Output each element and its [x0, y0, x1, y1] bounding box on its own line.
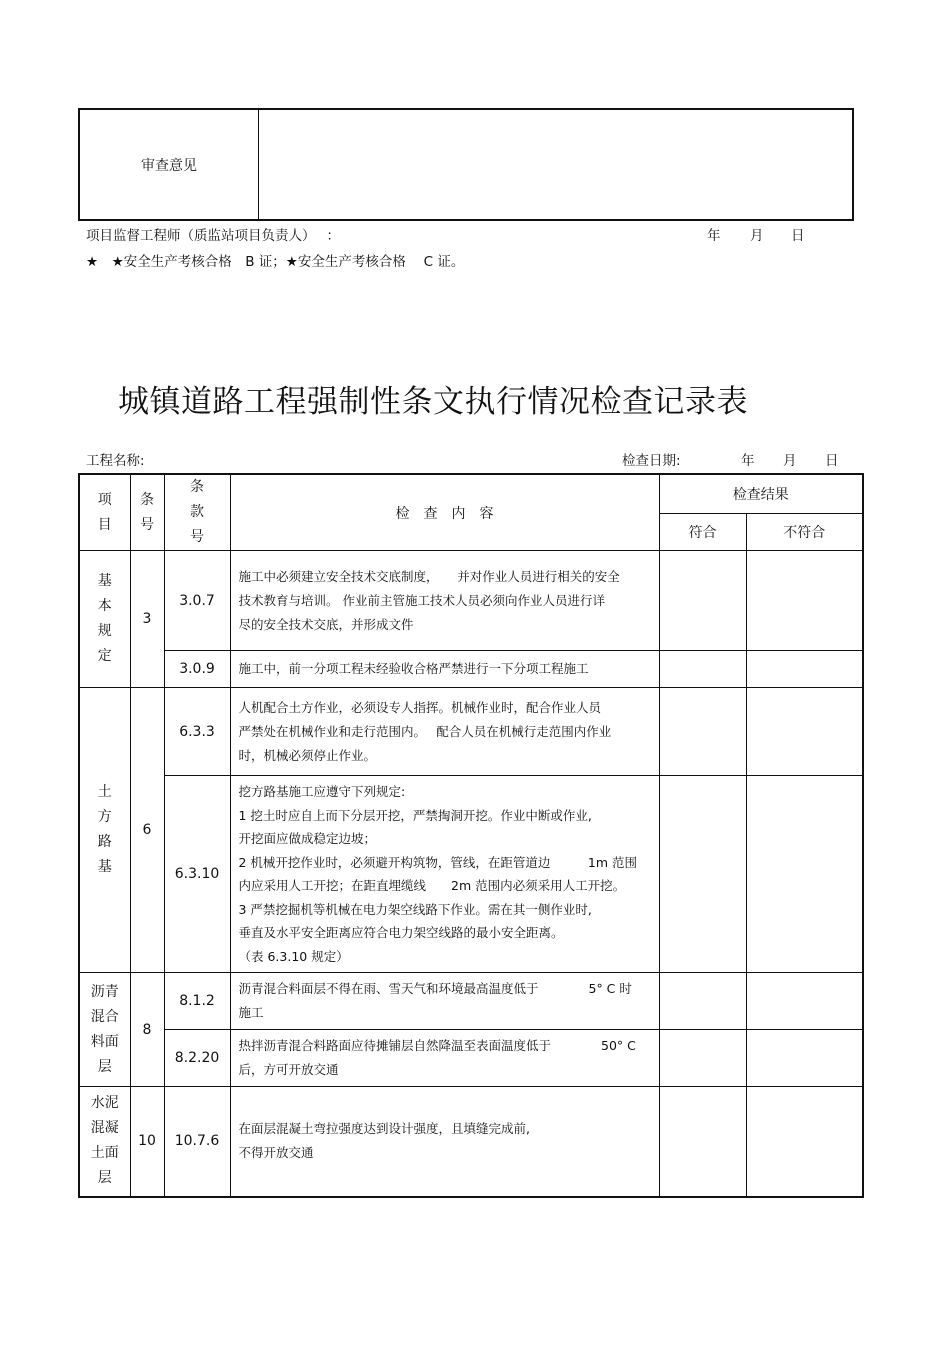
review-year-label: 年 [707, 228, 721, 244]
clause-content [230, 651, 659, 688]
clause-content [230, 973, 659, 1030]
content-line: 后，方可开放交通 [238, 1062, 339, 1077]
content-line: 尽的安全技术交底，并形成文件 [238, 616, 414, 632]
content-line: 垂直及水平安全距离应符合电力架空线路的最小安全距离。 [238, 925, 564, 940]
content-line: 开挖面应做成稳定边坡； [238, 831, 377, 846]
clause-number: 10.7.6 [164, 1087, 230, 1197]
clause-content [230, 1087, 659, 1197]
conform-cell[interactable] [659, 776, 746, 973]
table-row [79, 973, 863, 1030]
conform-cell[interactable] [659, 551, 746, 651]
section-no: 6 [130, 688, 164, 973]
check-day-label: 日 [825, 453, 839, 469]
item-char: 层 [97, 1170, 112, 1187]
content-line: 不得开放交通 [238, 1145, 314, 1161]
item-char: 沥青 [90, 983, 119, 1000]
section-no: 10 [130, 1087, 164, 1197]
page-title: 城镇道路工程强制性条文执行情况检查记录表 [118, 384, 748, 420]
check-month-label: 月 [783, 453, 797, 469]
item-char: 定 [97, 648, 112, 664]
table-row [79, 1030, 863, 1087]
content-line: 1 挖土时应自上而下分层开挖，严禁掏洞开挖。作业中断或作业, [238, 807, 592, 823]
content-line: 时，机械必须停止作业。 [238, 747, 377, 763]
safety-certificate-note: ★ ★安全生产考核合格 B 证；★安全生产考核合格 C 证。 [86, 254, 465, 270]
content-line: 严禁处在机械作业和走行范围内。 配合人员在机械行走范围内作业 [238, 723, 612, 739]
header-content: 检 查 内 容 [230, 474, 659, 551]
content-line: 沥青混合料面层不得在雨、雪天气和环境最高温度低于 5° C 时 [238, 981, 632, 996]
section-item [79, 973, 130, 1087]
table-row [79, 651, 863, 688]
conform-cell[interactable] [659, 973, 746, 1030]
supervisor-signature-label: 项目监督工程师（质监站项目负责人） ： [86, 228, 341, 244]
clause-number: 6.3.3 [164, 688, 230, 776]
content-line: 施工中，前一分项工程未经验收合格严禁进行一下分项工程施工 [238, 661, 589, 676]
nonconform-cell[interactable] [746, 551, 863, 651]
nonconform-cell[interactable] [746, 776, 863, 973]
header-item [79, 474, 130, 551]
header-conform: 符合 [659, 513, 746, 550]
conform-cell[interactable] [659, 1030, 746, 1087]
section-item [79, 688, 130, 973]
nonconform-cell[interactable] [746, 688, 863, 776]
content-line: 在面层混凝土弯拉强度达到设计强度，且填缝完成前, [238, 1121, 530, 1137]
content-line: 3 严禁挖掘机等机械在电力架空线路下作业。需在其一侧作业时, [238, 901, 592, 917]
conform-cell[interactable] [659, 688, 746, 776]
item-char: 本 [97, 598, 112, 614]
clause-content [230, 1030, 659, 1087]
clause-number: 8.2.20 [164, 1030, 230, 1087]
clause-content [230, 688, 659, 776]
header-result: 检查结果 [659, 474, 863, 513]
review-day-label: 日 [791, 228, 805, 244]
check-year-label: 年 [741, 453, 755, 469]
section-item [79, 551, 130, 688]
clause-number: 6.3.10 [164, 776, 230, 973]
item-char: 水泥 [90, 1095, 119, 1112]
content-line: 内应采用人工开挖；在距直埋缆线 2m 范围内必须采用人工开挖。 [238, 878, 626, 893]
section-item [79, 1087, 130, 1197]
item-char: 料面 [90, 1033, 119, 1050]
item-char: 号 [140, 516, 154, 533]
content-line: 技术教育与培训。 作业前主管施工技术人员必须向作业人员进行详 [238, 592, 605, 608]
header-clause [164, 474, 230, 551]
table-row [79, 551, 863, 651]
item-char: 规 [97, 623, 112, 639]
item-char: 目 [97, 516, 112, 533]
item-char: 条 [140, 491, 154, 508]
item-char: 方 [97, 809, 112, 825]
clause-content [230, 776, 659, 973]
clause-number: 3.0.7 [164, 551, 230, 651]
clause-content [230, 551, 659, 651]
review-opinion-box [78, 108, 854, 221]
content-line: 施工中必须建立安全技术交底制度， 并对作业人员进行相关的安全 [238, 568, 620, 584]
item-char: 土面 [90, 1145, 119, 1162]
conform-cell[interactable] [659, 1087, 746, 1197]
item-char: 层 [97, 1058, 112, 1075]
item-char: 项 [97, 491, 112, 508]
header-no [130, 474, 164, 551]
content-line: （表 6.3.10 规定） [238, 948, 349, 964]
nonconform-cell[interactable] [746, 973, 863, 1030]
section-no: 3 [130, 551, 164, 688]
item-char: 路 [97, 834, 112, 850]
item-char: 基 [97, 573, 112, 589]
item-char: 款 [190, 504, 204, 520]
clause-number: 3.0.9 [164, 651, 230, 688]
item-char: 混合 [90, 1008, 119, 1025]
review-opinion-label: 审查意见 [141, 157, 197, 174]
item-char: 号 [190, 529, 204, 545]
review-divider [258, 110, 259, 219]
table-row [79, 1087, 863, 1197]
content-line: 热拌沥青混合料路面应待摊铺层自然降温至表面温度低于 50° C [238, 1038, 636, 1053]
clause-number: 8.1.2 [164, 973, 230, 1030]
inspection-record-table [78, 473, 864, 1198]
content-line: 2 机械开挖作业时，必须避开构筑物，管线，在距管道边 1m 范围 [238, 854, 638, 870]
item-char: 土 [97, 784, 112, 800]
item-char: 基 [97, 859, 112, 875]
nonconform-cell[interactable] [746, 1030, 863, 1087]
section-no: 8 [130, 973, 164, 1087]
table-header-row [79, 474, 863, 513]
header-nonconform: 不符合 [746, 513, 863, 550]
review-month-label: 月 [750, 228, 764, 244]
table-row [79, 776, 863, 973]
nonconform-cell[interactable] [746, 1087, 863, 1197]
check-date-label: 检查日期: [622, 453, 681, 469]
content-line: 挖方路基施工应遵守下列规定: [238, 784, 406, 799]
nonconform-cell[interactable] [746, 651, 863, 688]
project-name-label: 工程名称: [86, 453, 145, 469]
conform-cell[interactable] [659, 651, 746, 688]
content-line: 施工 [238, 1005, 264, 1020]
item-char: 混凝 [90, 1120, 119, 1137]
table-row [79, 688, 863, 776]
content-line: 人机配合土方作业，必须设专人指挥。机械作业时，配合作业人员 [238, 699, 602, 715]
item-char: 条 [190, 479, 204, 495]
